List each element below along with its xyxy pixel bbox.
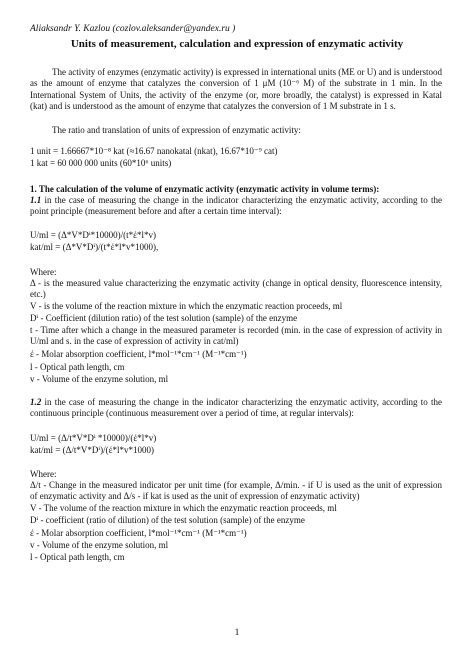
subsection-1-2-number: 1.2 <box>30 397 42 407</box>
definition-time: t - Time after which a change in the measured parameter is recorded (min. in the case of expression of activity in U/ml and s. in the case of expression of activity in cat/ml) <box>30 325 442 347</box>
definition-enzyme-volume: v - Volume of the enzyme solution, ml <box>30 374 169 384</box>
where-label-1: Where: <box>30 267 57 277</box>
intro-paragraph-1: The activity of enzymes (enzymatic activity) is expressed in international units (ME or U) and is understood as the amount of enzyme that catalyzes the conversion of 1 μM (10⁻⁶ M) of the substrate in 1 min. In the International System of Units, the activity of the enzyme (or, more broadly, the catalyst) is expressed in Katal (kat) and is understood as the amount of enzyme that catalyzes the conversion of 1 M substrate in 1 s. <box>30 67 442 112</box>
definition-molar-absorption-2: έ - Molar absorption coefficient, l*mol⁻¹*cm⁻¹ (M⁻¹*cm⁻¹) <box>30 528 247 538</box>
page-number: 1 <box>234 628 240 638</box>
formula-1-1-units: U/ml = (Δ*V*Dⁱ*10000)/(t*έ*l*v) <box>30 230 156 240</box>
subsection-1-1-description: in the case of measuring the change in the indicator characterizing the enzymatic activity, according to the point principle (measurement before and after a certain time interval): <box>30 195 442 217</box>
definition-volume: V - is the volume of the reaction mixture in which the enzymatic reaction proceeds, ml <box>30 301 343 311</box>
unit-conversion-1: 1 unit = 1.66667*10⁻⁸ kat (≈16.67 nanokatal (nkat), 16.67*10⁻⁹ cat) <box>30 146 278 156</box>
unit-conversion-2: 1 kat = 60 000 000 units (60*10⁶ units) <box>30 158 172 168</box>
definition-dilution-2: Dⁱ - coefficient (ratio of dilution) of the test solution (sample) of the enzyme <box>30 515 305 525</box>
document-title: Units of measurement, calculation and expression of enzymatic activity <box>70 38 404 50</box>
definition-path-length: l - Optical path length, cm <box>30 362 125 372</box>
definition-molar-absorption: έ - Molar absorption coefficient, l*mol⁻¹*cm⁻¹ (M⁻¹*cm⁻¹) <box>30 349 247 359</box>
formula-1-2-units: U/ml = (Δ/t*V*Dⁱ *10000)/(έ*l*v) <box>30 433 157 443</box>
author-line: Aliaksandr Y. Kazlou (cozlov.aleksander@yandex.ru ) <box>30 24 236 34</box>
where-label-2: Where: <box>30 469 57 479</box>
definition-path-length-2: l - Optical path length, cm <box>30 552 125 562</box>
definition-delta: Δ - is the measured value characterizing the enzymatic activity (change in optical density, fluorescence intensity, etc.) <box>30 278 442 300</box>
definition-enzyme-volume-2: v - Volume of the enzyme solution, ml <box>30 540 169 550</box>
formula-1-2-katal: kat/ml = (Δ/t*V*Dⁱ)/(έ*l*v*1000) <box>30 445 154 455</box>
subsection-1-2-description: in the case of measuring the change in the indicator characterizing the enzymatic activity, according to the continuous principle (continuous measurement over a period of time, at regular intervals): <box>30 397 442 419</box>
section-1-heading: 1. The calculation of the volume of enzymatic activity (enzymatic activity in volume terms): <box>30 184 380 194</box>
subsection-1-2-text <box>30 397 442 420</box>
definition-delta-per-time: Δ/t - Change in the measured indicator per unit time (for example, Δ/min. - if U is used as the unit of expression of enzymatic activity and Δ/s - if kat is used as the unit of expression of enzymatic activity) <box>30 480 442 502</box>
definition-volume-2: V - The volume of the reaction mixture in which the enzymatic reaction proceeds, ml <box>30 503 337 513</box>
subsection-1-1-text <box>30 195 442 218</box>
formula-1-1-katal: kat/ml = (Δ*V*Dⁱ)/(t*έ*l*v*1000), <box>30 242 159 252</box>
intro-paragraph-2: The ratio and translation of units of expression of enzymatic activity: <box>52 125 301 135</box>
definition-dilution: Dⁱ - Coefficient (dilution ratio) of the test solution (sample) of the enzyme <box>30 313 298 323</box>
subsection-1-1-number: 1.1 <box>30 195 42 205</box>
